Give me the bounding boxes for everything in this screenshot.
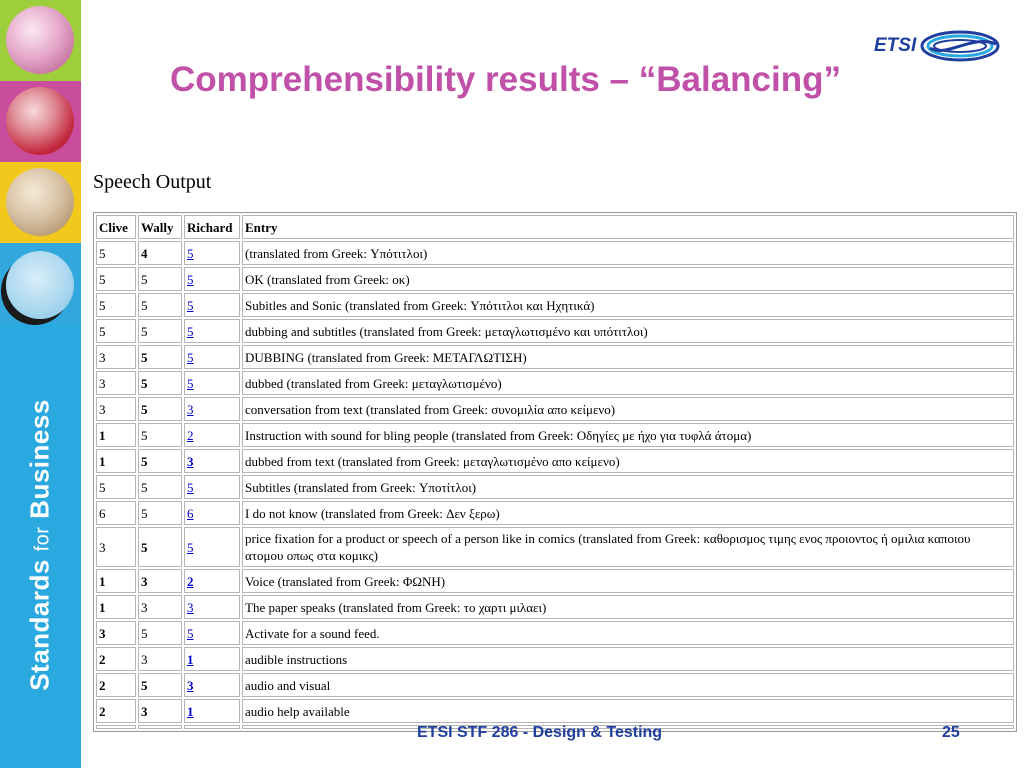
- cell-richard: [184, 501, 240, 525]
- globe-icon: [6, 251, 74, 319]
- cell-richard: [184, 241, 240, 265]
- cell-richard: [184, 527, 240, 567]
- cell-richard: [184, 569, 240, 593]
- cell-richard: [184, 725, 240, 729]
- richard-score-link[interactable]: 3: [187, 599, 194, 615]
- cell-clive: 3: [96, 621, 136, 645]
- globe-tile-2: [0, 81, 81, 162]
- cell-clive: 2: [96, 673, 136, 697]
- richard-score-link[interactable]: 1: [187, 651, 194, 667]
- cell-richard: [184, 319, 240, 343]
- cell-wally: 4: [138, 241, 182, 265]
- sidebar-brand: [25, 399, 56, 691]
- cell-richard: [184, 673, 240, 697]
- cell-clive: 5: [96, 267, 136, 291]
- richard-score-link[interactable]: 5: [187, 349, 194, 365]
- cell-wally: 5: [138, 267, 182, 291]
- slide-title: Comprehensibility results – “Balancing”: [170, 60, 841, 99]
- cell-clive: 3: [96, 527, 136, 567]
- cell-entry: I do not know (translated from Greek: Δεν ξερω): [242, 501, 1014, 525]
- cell-richard: [184, 621, 240, 645]
- cell-richard: [184, 371, 240, 395]
- cell-richard: [184, 345, 240, 369]
- richard-score-link[interactable]: 5: [187, 297, 194, 313]
- cell-clive: 3: [96, 397, 136, 421]
- richard-score-link[interactable]: 5: [187, 539, 194, 555]
- richard-score-link[interactable]: 2: [187, 573, 194, 589]
- table-row: [96, 371, 1014, 395]
- cell-entry: Subtitles (translated from Greek: Υποτίτλοι): [242, 475, 1014, 499]
- table-row: [96, 345, 1014, 369]
- richard-score-link[interactable]: 5: [187, 245, 194, 261]
- table-row: [96, 569, 1014, 593]
- cell-entry: DUBBING (translated from Greek: ΜΕΤΑΓΛΩΤΙΣΗ): [242, 345, 1014, 369]
- table-body: [96, 241, 1014, 729]
- cell-richard: [184, 397, 240, 421]
- brand-part-1: Standards: [24, 559, 55, 691]
- table-row: [96, 319, 1014, 343]
- table-row: [96, 699, 1014, 723]
- globe-tile-3: [0, 162, 81, 243]
- richard-score-link[interactable]: 5: [187, 271, 194, 287]
- cell-entry: (translated from Greek: Υπότιτλοι): [242, 241, 1014, 265]
- table-row: [96, 241, 1014, 265]
- cell-wally: 5: [138, 397, 182, 421]
- globe-icon: [6, 6, 74, 74]
- cell-clive: 6: [96, 501, 136, 525]
- cell-richard: [184, 267, 240, 291]
- cell-wally: 3: [138, 699, 182, 723]
- table-row: [96, 475, 1014, 499]
- cell-clive: 1: [96, 595, 136, 619]
- cell-clive: 1: [96, 449, 136, 473]
- cell-clive: 1: [96, 423, 136, 447]
- cell-wally: 3: [138, 647, 182, 671]
- globe-icon: [6, 87, 74, 155]
- table-row: [96, 423, 1014, 447]
- header-richard: Richard: [184, 215, 240, 239]
- cell-clive: 3: [96, 371, 136, 395]
- cell-richard: [184, 475, 240, 499]
- table-row: [96, 673, 1014, 697]
- richard-score-link[interactable]: 3: [187, 453, 194, 469]
- table-row: [96, 397, 1014, 421]
- cell-entry: OK (translated from Greek: οκ): [242, 267, 1014, 291]
- table-row: [96, 267, 1014, 291]
- cell-clive: 3: [96, 345, 136, 369]
- richard-score-link[interactable]: 1: [187, 703, 194, 719]
- richard-score-link[interactable]: 5: [187, 479, 194, 495]
- cell-richard: [184, 595, 240, 619]
- table-row: [96, 449, 1014, 473]
- cell-entry: dubbing and subtitles (translated from Greek: μεταγλωτισμένο και υπότιτλοι): [242, 319, 1014, 343]
- cell-wally: 5: [138, 501, 182, 525]
- globe-tile-1: [0, 0, 81, 81]
- cell-wally: 5: [138, 371, 182, 395]
- table-header-row: [96, 215, 1014, 239]
- table-row: [96, 647, 1014, 671]
- cell-wally: 3: [138, 595, 182, 619]
- etsi-logo: [872, 26, 1004, 68]
- cell-clive: 1: [96, 569, 136, 593]
- logo-text: ETSI: [874, 35, 917, 56]
- cell-wally: 5: [138, 423, 182, 447]
- richard-score-link[interactable]: 2: [187, 427, 194, 443]
- cell-wally: 5: [138, 319, 182, 343]
- richard-score-link[interactable]: 3: [187, 401, 194, 417]
- table-row: [96, 595, 1014, 619]
- section-heading: Speech Output: [93, 171, 212, 193]
- table-row: [96, 501, 1014, 525]
- page-number: 25: [942, 724, 960, 741]
- cell-wally: 3: [138, 569, 182, 593]
- cell-entry: audio help available: [242, 699, 1014, 723]
- cell-wally: 5: [138, 527, 182, 567]
- footer-text: ETSI STF 286 - Design & Testing: [417, 724, 663, 741]
- cell-richard: [184, 699, 240, 723]
- cell-entry: dubbed from text (translated from Greek: μεταγλωτισμένο απο κείμενο): [242, 449, 1014, 473]
- brand-part-2: for: [31, 526, 54, 552]
- header-clive: Clive: [96, 215, 136, 239]
- cell-richard: [184, 423, 240, 447]
- cell-wally: 5: [138, 293, 182, 317]
- richard-score-link[interactable]: 5: [187, 375, 194, 391]
- cell-entry: audible instructions: [242, 647, 1014, 671]
- header-wally: Wally: [138, 215, 182, 239]
- cell-wally: 5: [138, 621, 182, 645]
- header-entry: Entry: [242, 215, 1014, 239]
- cell-entry: The paper speaks (translated from Greek: το χαρτι μιλαει): [242, 595, 1014, 619]
- results-table: [93, 212, 1017, 732]
- richard-score-link[interactable]: 6: [187, 505, 194, 521]
- sidebar-band: [0, 0, 81, 768]
- globe-tile-4: [0, 243, 81, 324]
- richard-score-link[interactable]: 5: [187, 625, 194, 641]
- cell-richard: [184, 293, 240, 317]
- cell-clive: 5: [96, 293, 136, 317]
- cell-richard: [184, 647, 240, 671]
- cell-wally: [138, 725, 182, 729]
- cell-entry: dubbed (translated from Greek: μεταγλωτισμένο): [242, 371, 1014, 395]
- cell-wally: 5: [138, 475, 182, 499]
- cell-entry: Voice (translated from Greek: ΦΩΝΗ): [242, 569, 1014, 593]
- table-row: [96, 293, 1014, 317]
- cell-clive: 2: [96, 647, 136, 671]
- cell-clive: 5: [96, 319, 136, 343]
- cell-entry: Subitles and Sonic (translated from Greek: Υπότιτλοι και Ηχητικά): [242, 293, 1014, 317]
- results-table-container: [93, 212, 1017, 732]
- richard-score-link[interactable]: 3: [187, 677, 194, 693]
- brand-part-3: Business: [24, 399, 55, 519]
- cell-entry: Activate for a sound feed.: [242, 621, 1014, 645]
- table-row: [96, 621, 1014, 645]
- cell-entry: price fixation for a product or speech of a person like in comics (translated from Greek: καθορισμος τιμης ενος προιοντος ή ομιλια καποιου ατομου οπως στα κομικς): [242, 527, 1014, 567]
- table-row: [96, 527, 1014, 567]
- cell-wally: 5: [138, 345, 182, 369]
- cell-wally: 5: [138, 673, 182, 697]
- cell-entry: audio and visual: [242, 673, 1014, 697]
- cell-wally: 5: [138, 449, 182, 473]
- cell-clive: 2: [96, 699, 136, 723]
- richard-score-link[interactable]: 5: [187, 323, 194, 339]
- cell-clive: 5: [96, 241, 136, 265]
- cell-entry: conversation from text (translated from Greek: συνομιλία απο κείμενο): [242, 397, 1014, 421]
- cell-entry: Instruction with sound for bling people (translated from Greek: Οδηγίες με ήχο για τυφλά άτομα): [242, 423, 1014, 447]
- cell-clive: [96, 725, 136, 729]
- cell-richard: [184, 449, 240, 473]
- globe-icon: [6, 168, 74, 236]
- cell-clive: 5: [96, 475, 136, 499]
